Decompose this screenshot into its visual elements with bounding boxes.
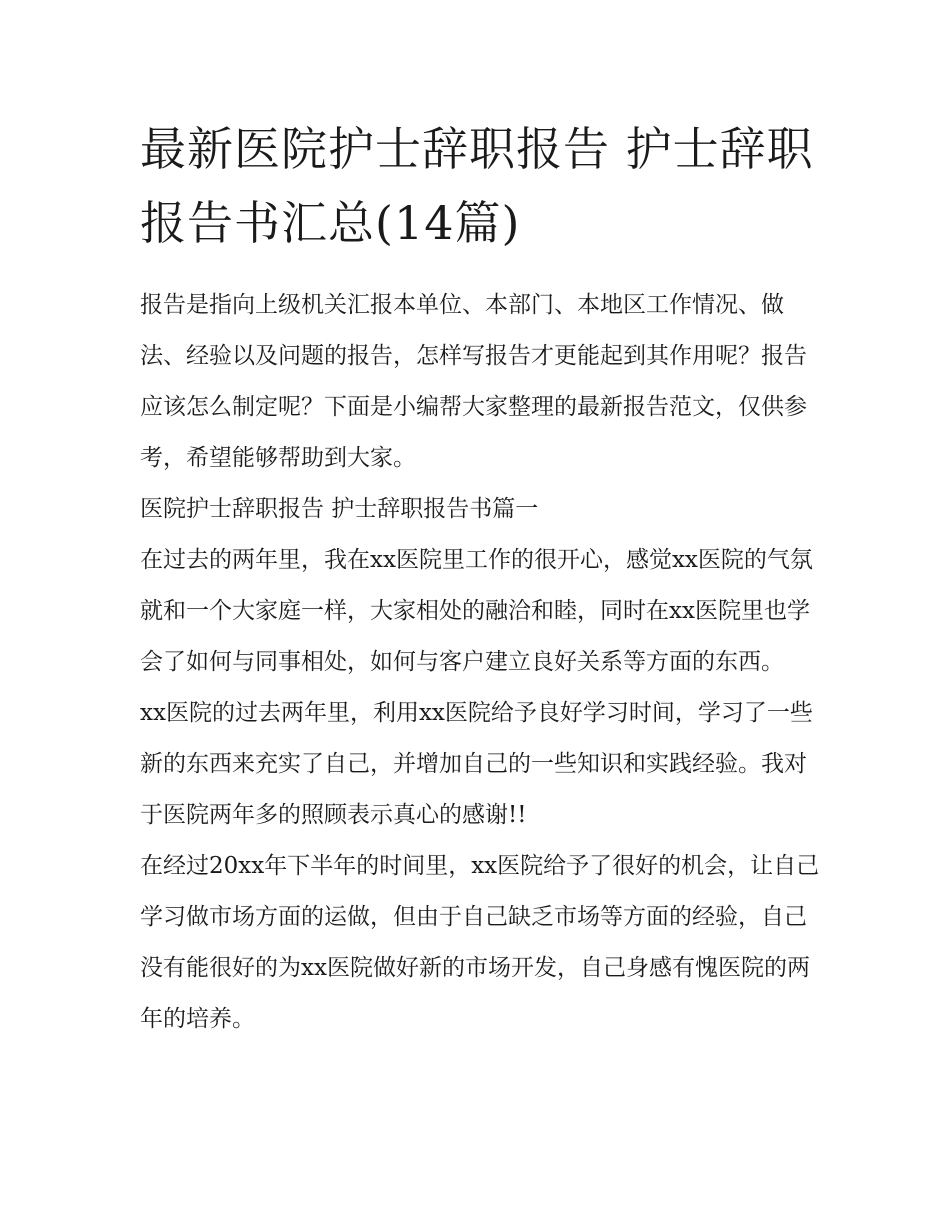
section-heading: 医院护士辞职报告 护士辞职报告书篇一	[140, 496, 539, 522]
intro-paragraph: 报告是指向上级机关汇报本单位、本部门、本地区工作情况、做法、经验以及问题的报告，怎样写报告才更能起到其作用呢？报告应该怎么制定呢？下面是小编帮大家整理的最新报告范文，仅供参考，希望能够帮助到大家。	[140, 292, 807, 471]
body-paragraph-2: xx医院的过去两年里，利用xx医院给予良好学习时间，学习了一些新的东西来充实了自己，并增加自己的一些知识和实践经验。我对于医院两年多的照顾表示真心的感谢!!	[140, 700, 813, 828]
body-paragraph-1: 在过去的两年里，我在xx医院里工作的很开心，感觉xx医院的气氛就和一个大家庭一样，大家相处的融洽和睦，同时在xx医院里也学会了如何与同事相处，如何与客户建立良好关系等方面的东西。	[140, 547, 813, 675]
document-body	[140, 280, 820, 1045]
document-title: 最新医院护士辞职报告 护士辞职报告书汇总(14篇)	[140, 122, 814, 250]
body-paragraph-3: 在经过20xx年下半年的时间里，xx医院给予了很好的机会，让自己学习做市场方面的运做，但由于自己缺乏市场等方面的经验，自己没有能很好的为xx医院做好新的市场开发，自己身感有愧医院的两年的培养。	[140, 853, 820, 1032]
